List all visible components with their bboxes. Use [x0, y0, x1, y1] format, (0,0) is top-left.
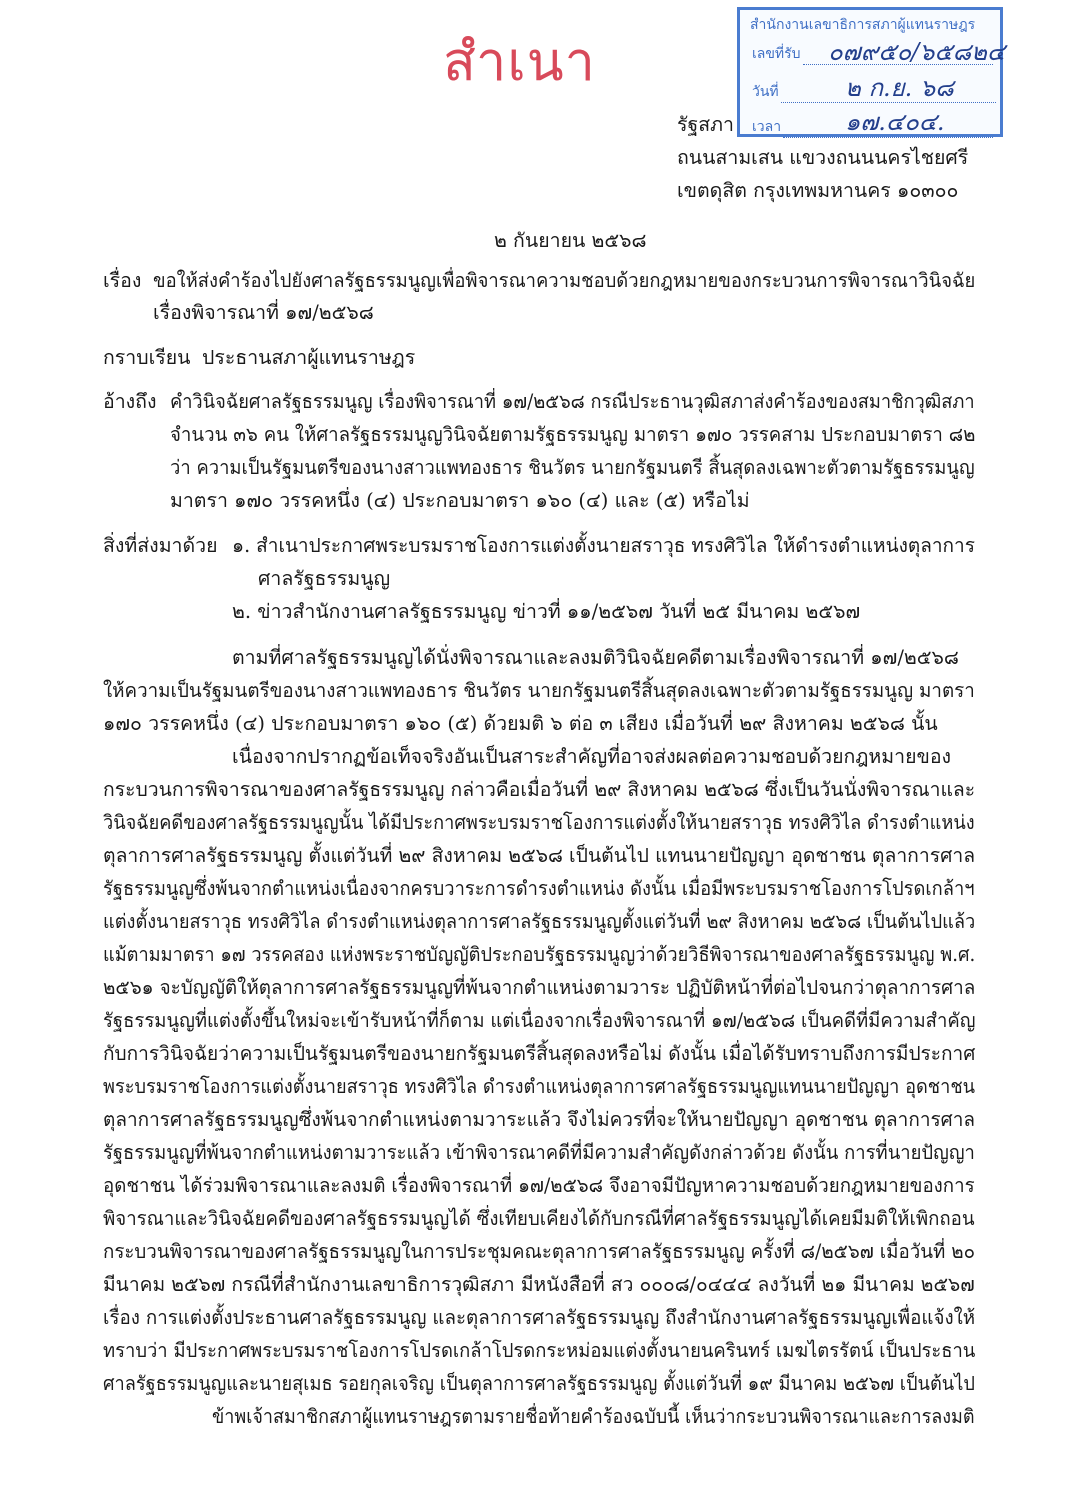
received-stamp-title: สำนักงานเลขาธิการสภาผู้แทนราษฎร — [750, 17, 976, 33]
enclosure-item-2: ๒. ข่าวสำนักงานศาลรัฐธรรมนูญ ข่าวที่ ๑๑/๒๕๖๗ วันที่ ๒๕ มีนาคม ๒๕๖๗ — [232, 600, 861, 623]
body-line: แต่งตั้งนายสราวุธ ทรงศิวิไล ดำรงตำแหน่งตุลาการศาลรัฐธรรมนูญตั้งแต่วันที่ ๒๙ สิงหาคม ๒๕๖๘ เป็นต้นไปแล้ว — [103, 910, 976, 933]
body-line: รัฐธรรมนูญที่แต่งตั้งขึ้นใหม่จะเข้ารับหน้าที่ก็ตาม แต่เนื่องจากเรื่องพิจารณาที่ ๑๗/๒๕๖๘ เป็นคดีที่มีความสำคัญ — [103, 1009, 976, 1032]
body-line: ตุลาการศาลรัฐธรรมนูญซึ่งพ้นจากตำแหน่งตามวาระแล้ว จึงไม่ควรที่จะให้นายปัญญา อุดชาชน ตุลาการศาล — [103, 1108, 976, 1131]
sender-org: รัฐสภา — [677, 113, 734, 136]
body-line: วินิจฉัยคดีของศาลรัฐธรรมนูญนั้น ได้มีประกาศพระบรมราชโองการแต่งตั้งให้นายสราวุธ ทรงศิวิไล ดำรงตำแหน่ง — [103, 811, 975, 834]
body-line: เรื่อง การแต่งตั้งประธานศาลรัฐธรรมนูญ และตุลาการศาลรัฐธรรมนูญ ถึงสำนักงานศาลรัฐธรรมนูญเพื่อแจ้งให้ — [103, 1306, 976, 1329]
salutation-label: กราบเรียน — [103, 346, 191, 369]
body-line: มีนาคม ๒๕๖๗ กรณีที่สำนักงานเลขาธิการวุฒิสภา มีหนังสือที่ สว ๐๐๐๘/๐๔๔๔ ลงวันที่ ๒๑ มีนาคม ๒๕๖๗ — [103, 1273, 975, 1296]
enclosures-label: สิ่งที่ส่งมาด้วย — [103, 534, 218, 557]
body-line: ข้าพเจ้าสมาชิกสภาผู้แทนราษฎรตามรายชื่อท้ายคำร้องฉบับนี้ เห็นว่ากระบวนพิจารณาและการลงมติ — [212, 1405, 975, 1428]
enclosure-item-1: ๑. สำเนาประกาศพระบรมราชโองการแต่งตั้งนายสราวุธ ทรงศิวิไล ให้ดำรงตำแหน่งตุลาการ — [232, 534, 975, 557]
subject-line-1: ขอให้ส่งคำร้องไปยังศาลรัฐธรรมนูญเพื่อพิจารณาความชอบด้วยกฎหมายของกระบวนการพิจารณาวินิจฉัย — [153, 269, 976, 292]
body-line: ๑๗๐ วรรคหนึ่ง (๔) ประกอบมาตรา ๑๖๐ (๕) ด้วยมติ ๖ ต่อ ๓ เสียง เมื่อวันที่ ๒๙ สิงหาคม ๒๕๖๘ นั้น — [103, 712, 938, 735]
letter-date: ๒ กันยายน ๒๕๖๘ — [494, 229, 647, 252]
received-date-label: วันที่ — [752, 84, 779, 100]
body-line: ๒๕๖๑ จะบัญญัติให้ตุลาการศาลรัฐธรรมนูญที่พ้นจากตำแหน่งตามวาระ ปฏิบัติหน้าที่ต่อไปจนกว่าตุลาการศาล — [103, 976, 976, 999]
body-line: ให้ความเป็นรัฐมนตรีของนางสาวแพทองธาร ชินวัตร นายกรัฐมนตรีสิ้นสุดลงเฉพาะตัวตามรัฐธรรมนูญ มาตรา — [103, 679, 975, 702]
reference-line-1: คำวินิจฉัยศาลรัฐธรรมนูญ เรื่องพิจารณาที่ ๑๗/๒๕๖๘ กรณีประธานวุฒิสภาส่งคำร้องของสมาชิกวุฒิสภา — [170, 390, 975, 413]
received-time-label: เวลา — [752, 119, 782, 135]
sender-address-line1: ถนนสามเสน แขวงถนนนครไชยศรี — [677, 146, 969, 169]
reference-line-4: มาตรา ๑๗๐ วรรคหนึ่ง (๔) ประกอบมาตรา ๑๖๐ (๔) และ (๕) หรือไม่ — [170, 489, 750, 512]
body-line: กับการวินิจฉัยว่าความเป็นรัฐมนตรีของนายกรัฐมนตรีสิ้นสุดลงหรือไม่ ดังนั้น เมื่อได้รับทราบถึงการมีประกาศ — [103, 1042, 976, 1065]
copy-stamp: สำเนา — [443, 30, 596, 93]
body-line: เนื่องจากปรากฏข้อเท็จจริงอันเป็นสาระสำคัญที่อาจส่งผลต่อความชอบด้วยกฎหมายของ — [232, 745, 952, 768]
received-number-value: ๐๗๙๕๐/๖๕๘๒๔ — [828, 38, 1006, 66]
salutation-text: ประธานสภาผู้แทนราษฎร — [202, 346, 416, 369]
received-time-value: ๑๗.๔๐๔. — [845, 108, 945, 136]
body-line: พิจารณาและวินิจฉัยคดีของศาลรัฐธรรมนูญได้ ซึ่งเทียบเคียงได้กับกรณีที่ศาลรัฐธรรมนูญได้เคยมีมติให้เพิกถอน — [103, 1207, 975, 1230]
body-line: กระบวนการพิจารณาของศาลรัฐธรรมนูญ กล่าวคือเมื่อวันที่ ๒๙ สิงหาคม ๒๕๖๘ ซึ่งเป็นวันนั่งพิจารณาและ — [103, 778, 976, 801]
body-line: ตุลาการศาลรัฐธรรมนูญ ตั้งแต่วันที่ ๒๙ สิงหาคม ๒๕๖๘ เป็นต้นไป แทนนายปัญญา อุดชาชน ตุลาการศาล — [103, 844, 976, 867]
body-line: อุดชาชน ได้ร่วมพิจารณาและลงมติ เรื่องพิจารณาที่ ๑๗/๒๕๖๘ จึงอาจมีปัญหาความชอบด้วยกฎหมายของการ — [103, 1174, 975, 1197]
body-line: ตามที่ศาลรัฐธรรมนูญได้นั่งพิจารณาและลงมติวินิจฉัยคดีตามเรื่องพิจารณาที่ ๑๗/๒๕๖๘ — [232, 646, 959, 669]
received-number-label: เลขที่รับ — [752, 46, 801, 62]
reference-line-2: จำนวน ๓๖ คน ให้ศาลรัฐธรรมนูญวินิจฉัยตามรัฐธรรมนูญ มาตรา ๑๗๐ วรรคสาม ประกอบมาตรา ๘๒ — [170, 423, 976, 446]
body-line: ทราบว่า มีประกาศพระบรมราชโองการโปรดเกล้าโปรดกระหม่อมแต่งตั้งนายนครินทร์ เมฆไตรรัตน์ เป็นประธาน — [103, 1339, 976, 1362]
body-line: กระบวนพิจารณาของศาลรัฐธรรมนูญในการประชุมคณะตุลาการศาลรัฐธรรมนูญ ครั้งที่ ๘/๒๕๖๗ เมื่อวันที่ ๒๐ — [103, 1240, 976, 1263]
body-line: รัฐธรรมนูญซึ่งพ้นจากตำแหน่งเนื่องจากครบวาระการดำรงตำแหน่ง ดังนั้น เมื่อมีพระบรมราชโองการโปรดเกล้าฯ — [103, 877, 975, 900]
subject-label: เรื่อง — [103, 269, 142, 292]
enclosure-item-1-cont: ศาลรัฐธรรมนูญ — [258, 567, 391, 590]
subject-line-2: เรื่องพิจารณาที่ ๑๗/๒๕๖๘ — [153, 301, 374, 324]
body-line: รัฐธรรมนูญที่พ้นจากตำแหน่งตามวาระแล้ว เข้าพิจารณาคดีที่มีความสำคัญดังกล่าวด้วย ดังนั้น การที่นายปัญญา — [103, 1141, 975, 1164]
body-line: พระบรมราชโองการแต่งตั้งนายสราวุธ ทรงศิวิไล ดำรงตำแหน่งตุลาการศาลรัฐธรรมนูญแทนนายปัญญา อุดชาชน — [103, 1075, 976, 1098]
body-line: แม้ตามมาตรา ๑๗ วรรคสอง แห่งพระราชบัญญัติประกอบรัฐธรรมนูญว่าด้วยวิธีพิจารณาของศาลรัฐธรรมนูญ พ.ศ. — [103, 943, 976, 966]
sender-address-line2: เขตดุสิต กรุงเทพมหานคร ๑๐๓๐๐ — [677, 179, 959, 202]
received-date-value: ๒ ก.ย. ๖๘ — [845, 74, 954, 102]
received-stamp-box — [737, 7, 1006, 137]
body-line: ศาลรัฐธรรมนูญและนายสุเมธ รอยกุลเจริญ เป็นตุลาการศาลรัฐธรรมนูญ ตั้งแต่วันที่ ๑๙ มีนาคม ๒๕๖๗ เป็นต้นไป — [103, 1372, 975, 1395]
reference-label: อ้างถึง — [103, 390, 157, 413]
reference-line-3: ว่า ความเป็นรัฐมนตรีของนางสาวแพทองธาร ชินวัตร นายกรัฐมนตรี สิ้นสุดลงเฉพาะตัวตามรัฐธรรมนูญ — [170, 456, 975, 479]
